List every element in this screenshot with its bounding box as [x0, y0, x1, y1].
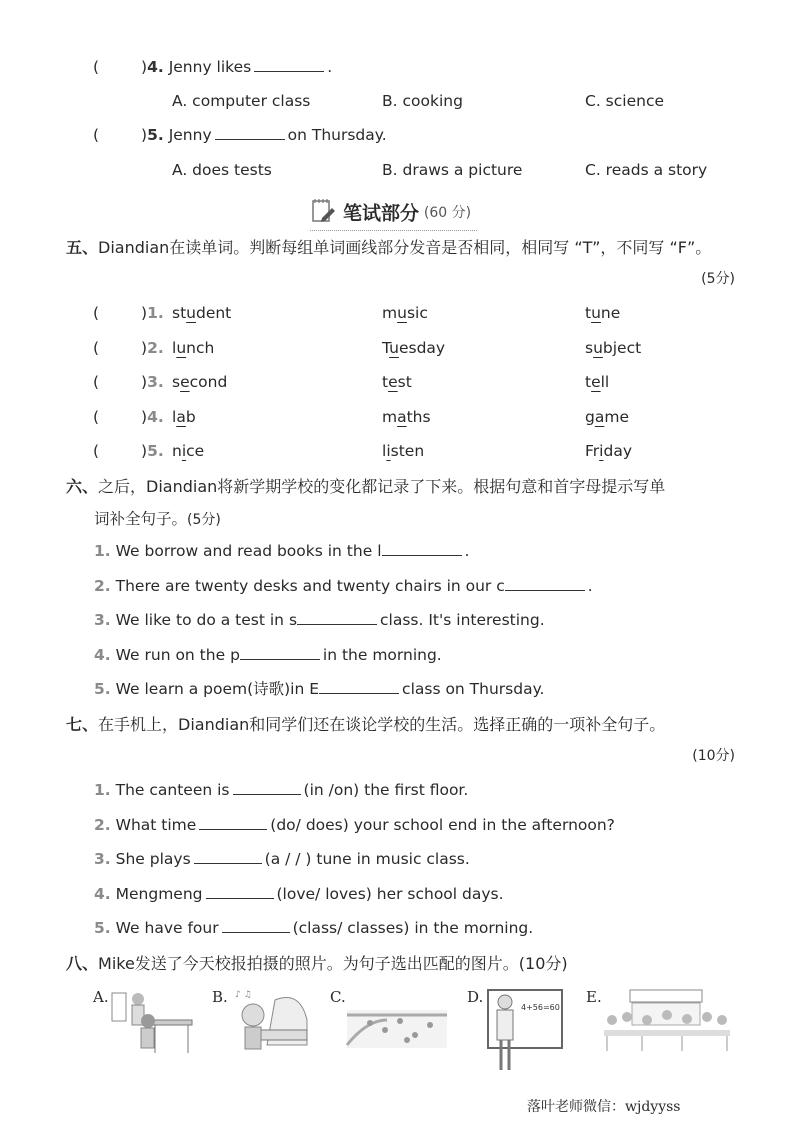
section-6-title-cont	[94, 504, 793, 534]
underlined-letters: u	[591, 304, 601, 322]
answer-blank[interactable]	[382, 537, 462, 556]
sentence-start: Mengmeng	[115, 884, 203, 903]
written-section-score: (60 分)	[423, 205, 472, 221]
sentence-end: (a / / ) tune in music class.	[264, 850, 470, 868]
options-5	[0, 155, 793, 185]
section-score: (10分)	[692, 748, 735, 764]
word-part: l	[382, 442, 387, 460]
fill-in-sentence	[94, 605, 793, 635]
section-instructions: 在手机上，Diandian和同学们还在谈论学校的生活。选择正确的一项补全句子。	[98, 715, 666, 734]
picture-e-classroom	[602, 985, 732, 1070]
word	[172, 367, 227, 397]
answer-blank[interactable]	[194, 845, 262, 864]
section-instructions: 之后，Diandian将新学期学校的变化都记录了下来。根据句意和首字母提示写单	[98, 477, 666, 496]
sentence-start: We borrow and read books in the	[115, 542, 373, 560]
underlined-letters: e	[388, 373, 398, 391]
underlined-letters: e	[591, 373, 601, 391]
sentence-start: There are twenty desks and twenty chairs in our	[115, 576, 492, 595]
first-letter-hint: E	[309, 680, 320, 698]
word-part: me	[604, 407, 629, 426]
word-part: s	[585, 338, 594, 357]
section-5-title	[66, 233, 793, 263]
picture-label-b: B.	[212, 988, 228, 1006]
word-part: day	[603, 442, 632, 460]
word	[585, 436, 632, 466]
word	[172, 436, 204, 466]
answer-blank[interactable]	[297, 606, 377, 625]
underlined-letters: i	[599, 442, 604, 460]
sentence-start: We have four	[115, 919, 219, 937]
section-7-title	[66, 710, 793, 740]
option-a: A. computer class	[172, 92, 311, 110]
picture-d-teacher-at-board	[485, 988, 565, 1073]
answer-blank[interactable]	[240, 641, 320, 660]
answer-blank[interactable]	[233, 776, 301, 795]
first-letter-hint: c	[496, 576, 505, 595]
answer-slot	[141, 52, 332, 82]
word-part: ne	[600, 304, 621, 322]
sentence-end: (love/ loves) her school days.	[276, 884, 504, 903]
word	[382, 298, 428, 328]
word-group-row	[0, 333, 793, 363]
word	[585, 402, 629, 432]
question-5	[0, 120, 793, 150]
word-group-row	[0, 436, 793, 466]
choice-sentence	[94, 775, 793, 805]
word-part: l	[172, 407, 177, 426]
answer-blank[interactable]	[254, 53, 324, 72]
word-part: l	[172, 338, 177, 357]
answer-blank[interactable]	[206, 880, 274, 899]
option-c: C. reads a story	[585, 161, 708, 179]
section-7-score-row	[0, 741, 793, 771]
word-part: sic	[406, 304, 428, 322]
picture-b-girl-playing-piano	[225, 985, 315, 1070]
word-part: t	[382, 373, 389, 391]
answer-blank[interactable]	[319, 675, 399, 694]
word	[172, 298, 231, 328]
answer-blank[interactable]	[199, 811, 267, 830]
word	[585, 333, 641, 363]
word	[382, 367, 412, 397]
sentence-end: .	[464, 542, 470, 560]
word	[172, 333, 214, 363]
word-part: ce	[186, 442, 205, 460]
underlined-letters: u	[186, 304, 196, 322]
word-part: st	[172, 304, 187, 322]
fill-in-sentence	[94, 571, 793, 601]
word-part: t	[585, 373, 592, 391]
section-instructions-cont: 词补全句子。	[94, 510, 188, 528]
paren-left: (	[93, 58, 100, 76]
paren-left: (	[93, 373, 100, 391]
question-number: 4.	[147, 407, 164, 426]
word-part: n	[172, 442, 182, 460]
word-part: dent	[195, 304, 232, 322]
written-section-title: 笔试部分	[342, 202, 419, 225]
choice-sentence	[94, 844, 793, 874]
board-equation: 4+56=60	[521, 1003, 560, 1012]
word-part: b	[185, 407, 196, 426]
choice-sentence	[94, 879, 793, 909]
answer-slot[interactable]: )2.	[141, 338, 164, 357]
paren-right: )	[141, 58, 148, 76]
word-part: T	[382, 338, 390, 357]
question-text: Jenny likes	[168, 58, 252, 76]
question-number: 1.	[147, 304, 164, 322]
answer-blank[interactable]	[215, 121, 285, 140]
section-score: (5分)	[701, 271, 735, 287]
question-number: 5.	[147, 126, 164, 144]
sentence-end: .	[587, 576, 593, 595]
picture-label-a: A.	[93, 988, 109, 1006]
word-part: sten	[390, 442, 425, 460]
section-number: 七、	[66, 715, 99, 734]
fill-in-sentence	[94, 674, 793, 704]
option-b: B. cooking	[382, 92, 463, 110]
paren-left: (	[93, 407, 100, 426]
question-number: 3.	[94, 611, 111, 629]
section-number: 六、	[66, 477, 99, 496]
word-part: g	[585, 407, 595, 426]
word	[382, 333, 445, 363]
pencil-note-icon	[310, 196, 338, 228]
paren-left: (	[93, 442, 100, 460]
option-c: C. science	[585, 92, 664, 110]
sentence-end: (do/ does) your school end in the afternoon?	[270, 815, 615, 834]
section-5-score-row	[0, 264, 793, 294]
question-number: 2.	[147, 338, 164, 357]
word-part: t	[585, 304, 592, 322]
word-part: esday	[398, 338, 446, 357]
word-part: m	[382, 407, 398, 426]
sentence-end: class on Thursday.	[402, 680, 545, 698]
word	[382, 436, 424, 466]
footer-contact: 落叶老师微信：wjdyyss	[527, 1099, 681, 1115]
sentence-start: We like to do a test in	[115, 611, 284, 629]
picture-a-students-at-desk	[110, 985, 195, 1070]
word	[382, 402, 431, 432]
picture-c-playground	[345, 985, 450, 1070]
sentence-end: (in /on) the first floor.	[303, 781, 469, 799]
underlined-letters: u	[593, 338, 603, 357]
sentence-start: She plays	[115, 850, 191, 868]
option-b: B. draws a picture	[382, 161, 523, 179]
answer-slot[interactable]: )3.	[141, 373, 164, 391]
underlined-letters: i	[386, 442, 391, 460]
answer-blank[interactable]	[222, 914, 290, 933]
sentence-start: We learn a poem(诗歌)in	[115, 680, 305, 698]
section-instructions: Diandian在读单词。判断每组单词画线部分发音是否相同，相同写 “T”，不同写 “F”。	[98, 238, 712, 257]
svg-text:♪ ♫: ♪ ♫	[235, 990, 252, 1000]
question-number: 4.	[94, 884, 111, 903]
underlined-letters: u	[397, 304, 407, 322]
section-6-title	[66, 472, 793, 502]
answer-slot[interactable]: )4.	[141, 407, 164, 426]
paren-left: (	[93, 338, 100, 357]
question-number: 1.	[94, 542, 111, 560]
word-part: m	[382, 304, 398, 322]
question-4	[0, 52, 793, 82]
answer-slot	[141, 120, 387, 150]
underlined-letters: u	[176, 338, 187, 357]
question-text-end: .	[327, 58, 333, 76]
underlined-letters: a	[594, 407, 605, 426]
picture-label-d: D.	[467, 988, 484, 1006]
picture-label-c: C.	[330, 988, 346, 1006]
choice-sentence	[94, 810, 793, 840]
question-number: 1.	[94, 781, 111, 799]
question-number: 5.	[147, 442, 164, 460]
option-a: A. does tests	[172, 161, 272, 179]
underlined-letters: i	[181, 442, 187, 460]
choice-sentence	[94, 913, 793, 943]
question-number: 2.	[94, 815, 111, 834]
word-group-row	[0, 367, 793, 397]
section-instructions: Mike发送了今天校报拍摄的照片。为句子选出匹配的图片。(10分)	[98, 954, 568, 973]
question-number: 5.	[94, 680, 111, 698]
paren-left: (	[93, 126, 100, 144]
paren-left: (	[93, 304, 100, 322]
word-part: bject	[602, 338, 642, 357]
section-number: 八、	[66, 954, 99, 973]
word-part: ths	[406, 407, 431, 426]
first-letter-hint: p	[230, 645, 240, 664]
question-number: 5.	[94, 919, 111, 937]
word	[172, 402, 196, 432]
word-group-row	[0, 298, 793, 328]
answer-slot[interactable]: )5.	[141, 442, 164, 460]
underlined-letters: e	[180, 373, 190, 391]
question-text-end: on Thursday.	[287, 126, 387, 144]
word-part: st	[397, 373, 412, 391]
sentence-start: We run on the	[115, 645, 226, 664]
first-letter-hint: s	[288, 611, 298, 629]
sentence-start: What time	[115, 815, 197, 834]
word-part: s	[172, 373, 181, 391]
sentence-end: (class/ classes) in the morning.	[292, 919, 534, 937]
underlined-letters: a	[176, 407, 186, 426]
answer-slot[interactable]: )1.	[141, 304, 164, 322]
question-text: Jenny	[168, 126, 212, 144]
word-part: cond	[189, 373, 228, 391]
first-letter-hint: l	[377, 542, 382, 560]
fill-in-sentence	[94, 536, 793, 566]
options-4	[0, 86, 793, 116]
sentence-start: The canteen is	[115, 781, 230, 799]
question-number: 3.	[147, 373, 164, 391]
question-number: 4.	[94, 645, 111, 664]
section-8-title	[66, 949, 793, 979]
word	[585, 367, 609, 397]
underlined-letters: u	[389, 338, 399, 357]
sentence-end: class. It's interesting.	[380, 611, 545, 629]
underlined-letters: a	[397, 407, 407, 426]
question-number: 3.	[94, 850, 111, 868]
word-part: ll	[600, 373, 610, 391]
word	[585, 298, 620, 328]
paren-right: )	[141, 126, 148, 144]
word-group-row	[0, 402, 793, 432]
question-number: 2.	[94, 576, 111, 595]
picture-label-e: E.	[586, 988, 602, 1006]
sentence-end: in the morning.	[322, 645, 442, 664]
word-part: Fr	[585, 442, 600, 460]
written-section-header	[310, 196, 477, 231]
section-score: (5分)	[187, 512, 221, 528]
section-number: 五、	[66, 238, 99, 257]
question-number: 4.	[147, 58, 164, 76]
word-part: nch	[186, 338, 215, 357]
fill-in-sentence	[94, 640, 793, 670]
answer-blank[interactable]	[505, 572, 585, 591]
